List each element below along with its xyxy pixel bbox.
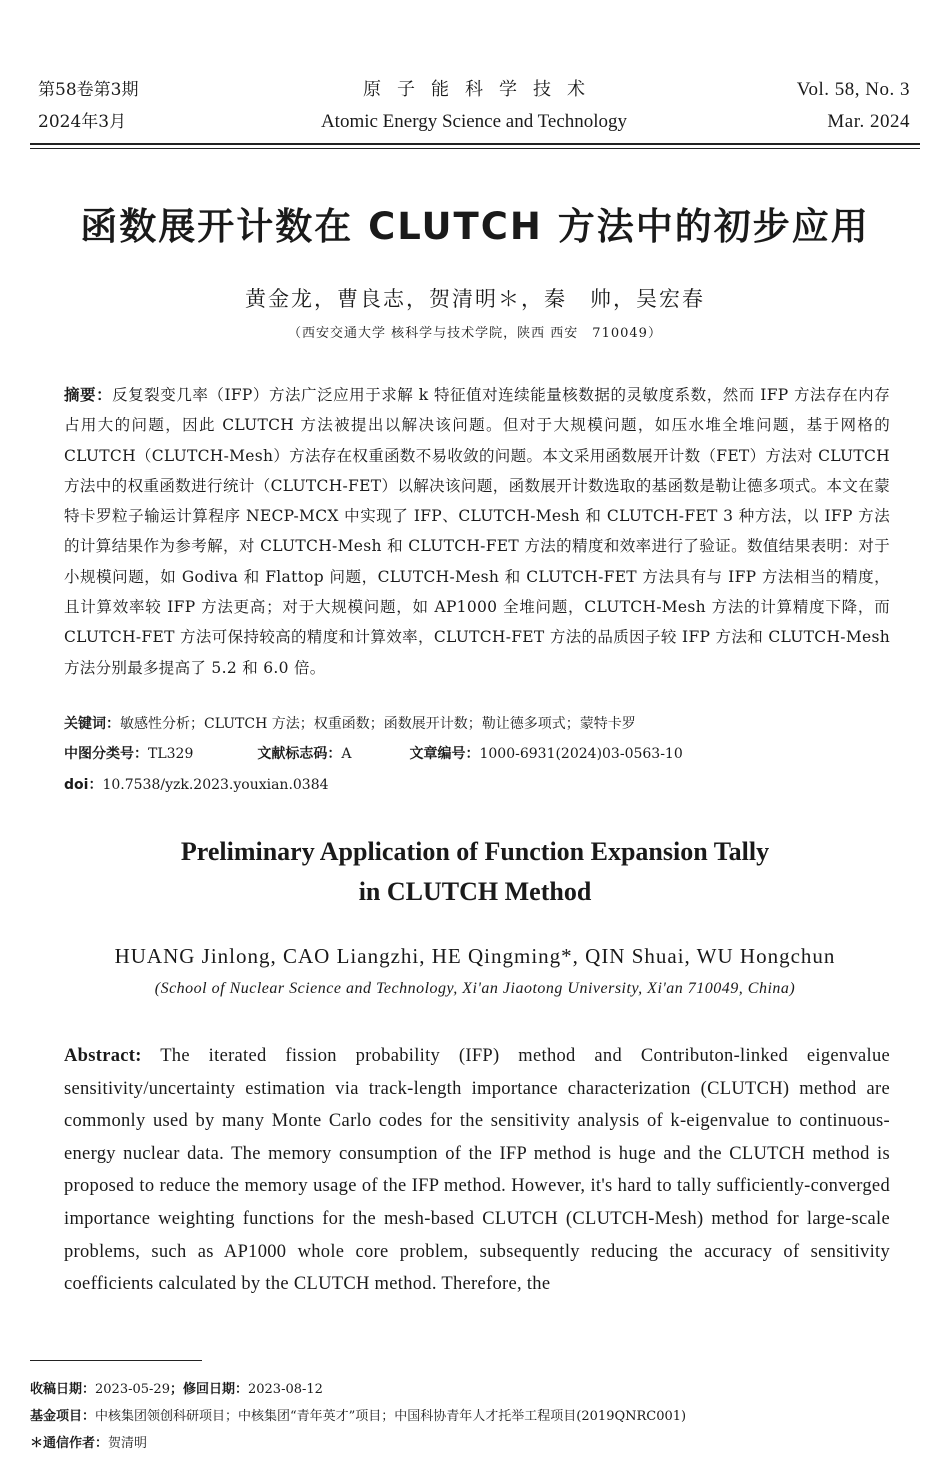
revised-label: ；修回日期： [169,1382,248,1397]
journal-header [38,74,910,136]
affiliation-en: (School of Nuclear Science and Technology, Xi'an Jiaotong University, Xi'an 710049, China) [154,980,796,997]
abstract-cn-label: 摘要： [64,386,113,404]
abstract-en-text: The iterated fission probability (IFP) method and Contributon-linked eigenvalue sensitivity/uncertainty estimation via track-length importance characterization (CLUTCH) method are commonly used by many Monte Carlo codes for the sensitivity analysis of k-eigenvalue to continuous-energy nuclear data. The memory consumption of the IFP method is huge and the CLUTCH method is proposed to reduce the memory usage of the IFP method. However, it's hard to tally sufficiently-converged importance weighting functions for the mesh-based CLUTCH (CLUTCH-Mesh) method for large-scale problems, such as AP1000 whole core problem, subsequently reducing the accuracy of sensitivity coefficients calculated by the CLUTCH method. Therefore, the [64,1046,891,1295]
date-en: Mar. 2024 [827,111,910,132]
classification-line [64,740,890,769]
volume-en: Vol. 58, No. 3 [796,79,910,100]
funding-label: 基金项目： [30,1409,96,1424]
doi-line [64,771,890,800]
doi-value: 10.7538/yzk.2023.youxian.0384 [102,777,329,793]
header-rule-thin [30,148,920,149]
paper-title-en-line2: in CLUTCH Method [358,877,592,906]
doc-code-value: A [341,746,352,762]
authors-en: HUANG Jinlong, CAO Liangzhi, HE Qingming*, QIN Shuai, WU Hongchun [114,944,836,968]
journal-name-cn: 原子能科学技术 [363,79,601,100]
keywords-label: 关键词： [64,716,120,732]
corresponding-author: 贺清明 [108,1436,148,1451]
paper-title-cn: 函数展开计数在 CLUTCH 方法中的初步应用 [80,205,870,248]
keywords-text: 敏感性分析；CLUTCH 方法；权重函数；函数展开计数；勒让德多项式；蒙特卡罗 [120,716,636,732]
abstract-en-label: Abstract: [64,1046,142,1066]
received-label: 收稿日期： [30,1382,96,1397]
date-cn: 2024年3月 [38,112,127,132]
corresponding-label: ＊通信作者： [30,1436,109,1451]
revised-date: 2023-08-12 [247,1382,323,1397]
volume-cn: 第58卷第3期 [38,80,139,100]
abstract-en [64,1040,890,1301]
article-number-label: 文章编号： [409,746,480,762]
doc-code-label: 文献标志码： [257,746,342,762]
abstract-cn [64,380,890,683]
footnote-funding [30,1407,910,1427]
footnote-corresponding [30,1434,910,1454]
affiliation-cn: （西安交通大学 核科学与技术学院，陕西 西安 710049） [288,326,662,341]
clc-value: TL329 [148,746,194,762]
header-right [797,74,910,138]
funding-value: 中核集团领创科研项目；中核集团“青年英才”项目；中国科协青年人才托举工程项目(2019QNRC001) [95,1409,687,1424]
footnote-rule [30,1360,202,1361]
doi-label: doi： [64,777,103,793]
header-rule-thick [30,143,920,145]
received-date: 2023-05-29 [95,1382,170,1397]
paper-title-en [0,832,950,912]
authors-cn: 黄金龙，曹良志，贺清明＊，秦 帅，吴宏春 [245,287,705,311]
journal-name-en: Atomic Energy Science and Technology [320,111,628,132]
header-center [38,74,910,138]
paper-title-en-line1: Preliminary Application of Function Expansion Tally [180,837,770,866]
footnote-dates [30,1380,910,1400]
keywords [64,710,890,739]
clc-label: 中图分类号： [64,746,148,762]
abstract-cn-text: 反复裂变几率（IFP）方法广泛应用于求解 k 特征值对连续能量核数据的灵敏度系数，然而 IFP 方法存在内存占用大的问题，因此 CLUTCH 方法被提出以解决该问题。但对于大规模问题，如压水堆全堆问题，基于网格的 CLUTCH（CLUTCH-Mesh）方法存在权重函数不易收敛的问题。本文采用函数展开计数（FET）方法对 CLUTCH 方法中的权重函数进行统计（CLUTCH-FET）以解决该问题，函数展开计数选取的基函数是勒让德多项式。本文在蒙特卡罗粒子输运计算程序 NECP-MCX 中实现了 IFP、CLUTCH-Mesh 和 CLUTCH-FET 3 种方法，以 IFP 方法的计算结果作为参考解，对 CLUTCH-Mesh 和 CLUTCH-FET 方法的精度和效率进行了验证。数值结果表明：对于小规模问题，如 Godiva 和 Flattop 问题，CLUTCH-Mesh 和 CLUTCH-FET 方法具有与 IFP 方法相当的精度，且计算效率较 IFP 方法更高；对于大规模问题，如 AP1000 全堆问题，CLUTCH-Mesh 方法的计算精度下降，而 CLUTCH-FET 方法可保持较高的精度和计算效率，CLUTCH-FET 方法的品质因子较 IFP 方法和 CLUTCH-Mesh 方法分别最多提高了 5.2 和 6.0 倍。 [64,386,890,677]
article-number-value: 1000-6931(2024)03-0563-10 [479,746,683,762]
